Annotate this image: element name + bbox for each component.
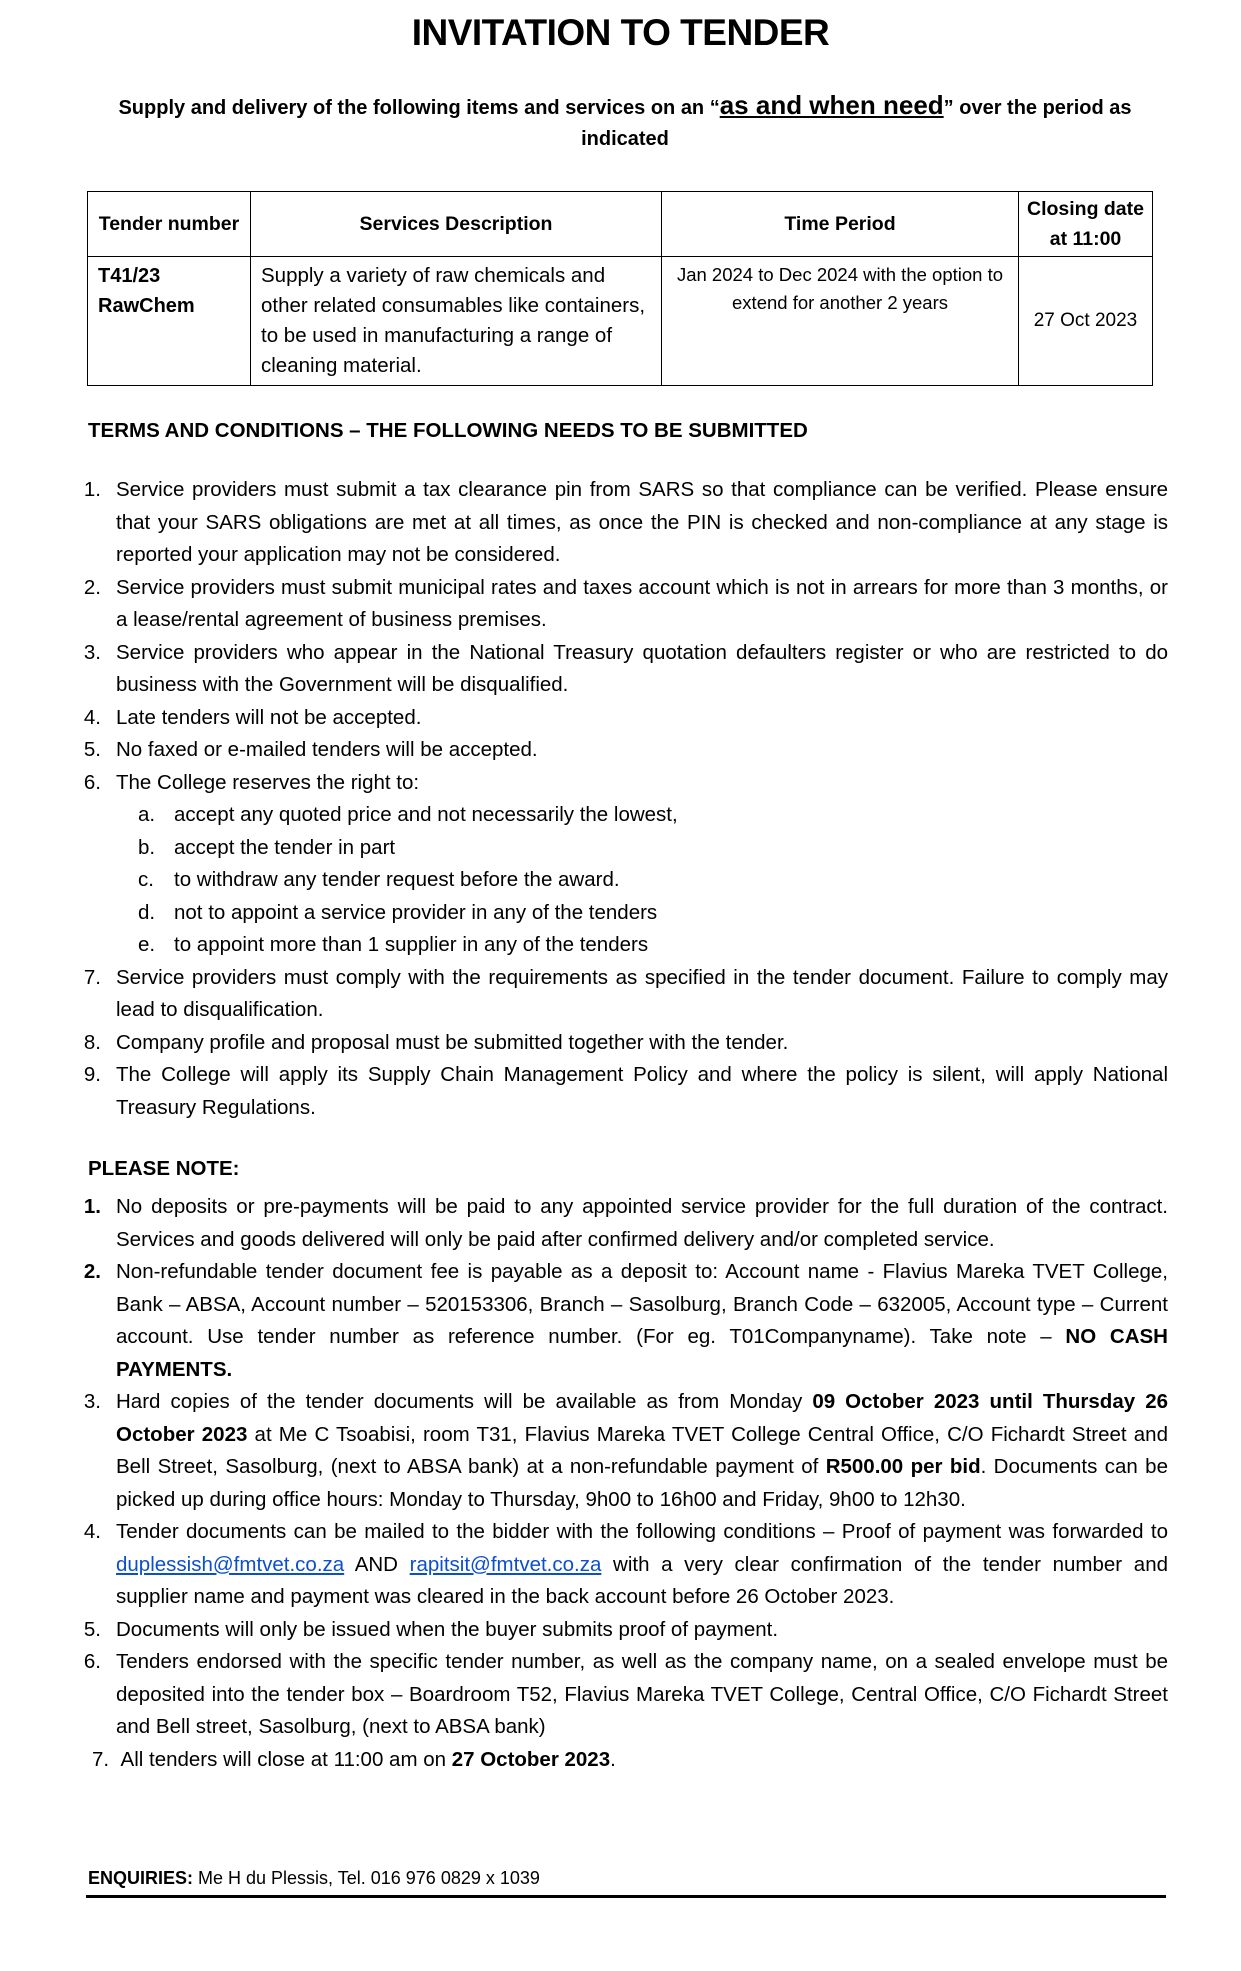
list-item: 3. Hard copies of the tender documents will be available as from Monday 09 October 2023 until Thursday 26 October 2023 at Me C Tsoabisi, room T31, Flavius Mareka TVET College Central Office, C/O Fichardt Street and Bell Street, Sasolburg, (next to ABSA bank) at a non-refundable payment of R500.00 per bid. Documents can be picked up during office hours: Monday to Thursday, 9h00 to 16h00 and Friday, 9h00 to 12h30. (83, 1390, 1168, 1511)
list-item: 2. Service providers must submit municipal rates and taxes account which is not in arrears for more than 3 months, or a lease/rental agreement of business premises. (83, 575, 1168, 631)
sub-list-item: e. to appoint more than 1 supplier in any of the tenders (138, 933, 649, 956)
sub-list-item: b. accept the tender in part (138, 835, 396, 859)
list-item: 6. Tenders endorsed with the specific tender number, as well as the company name, on a sealed envelope must be deposited into the tender box – Boardroom T52, Flavius Mareka TVET College, Central Office, C/O Fichardt Street and Bell street, Sasolburg, (next to ABSA bank) (83, 1650, 1168, 1738)
cell-tender-number: T41/23 RawChem (88, 257, 251, 386)
notes-heading: PLEASE NOTE: (88, 1157, 240, 1180)
list-item: 5. No faxed or e-mailed tenders will be accepted. (83, 738, 538, 761)
list-item: 8. Company profile and proposal must be submitted together with the tender. (83, 1030, 789, 1054)
list-item: 1. No deposits or pre-payments will be paid to any appointed service provider for the full duration of the contract. Services and goods delivered will only be paid after confirmed delivery and/or completed service. (83, 1195, 1168, 1251)
header-closing-date: Closing date at 11:00 (1019, 192, 1153, 257)
subtitle-part1: Supply and delivery of the following items and services on an “ (118, 97, 720, 119)
list-item: 5. Documents will only be issued when the buyer submits proof of payment. (83, 1617, 779, 1641)
email-link-rapitsit[interactable]: rapitsit@fmtvet.co.za (409, 1552, 602, 1576)
list-item: 1. Service providers must submit a tax clearance pin from SARS so that compliance can be verified. Please ensure that your SARS obligations are met at all times, as once the PIN is checked and non-compliance at any stage is reported your application may not be considered. (83, 478, 1168, 566)
cell-closing-date: 27 Oct 2023 (1019, 257, 1153, 386)
header-tender-number: Tender number (88, 192, 251, 257)
table-header-row (88, 192, 1153, 257)
header-services-description: Services Description (251, 192, 662, 257)
header-time-period: Time Period (662, 192, 1019, 257)
terms-list (76, 474, 1168, 1124)
cell-description: Supply a variety of raw chemicals and other related consumables like containers, to be used in manufacturing a range of cleaning material. (251, 257, 662, 386)
list-item: 7. Service providers must comply with the requirements as specified in the tender document. Failure to comply may lead to disqualification. (83, 965, 1168, 1021)
list-item: 4. Late tenders will not be accepted. (83, 705, 422, 729)
list-item: 6. The College reserves the right to: (83, 770, 420, 794)
list-item: 4. Tender documents can be mailed to the bidder with the following conditions – Proof of payment was forwarded to duplessish@fmtvet.co.za AND rapitsit@fmtvet.co.za with a very clear confirmation of the tender number and supplier name and payment was cleared in the back account before 26 October 2023. (83, 1520, 1168, 1608)
tender-table (87, 191, 1153, 386)
subtitle-emphasis: as and when need (719, 90, 944, 120)
sub-list-item: c. to withdraw any tender request before the award. (138, 868, 620, 891)
list-item: 9. The College will apply its Supply Chain Management Policy and where the policy is silent, will apply National Treasury Regulations. (83, 1063, 1168, 1119)
table-row (88, 257, 1153, 386)
cell-time-period: Jan 2024 to Dec 2024 with the option to extend for another 2 years (662, 257, 1019, 386)
subtitle (105, 90, 1145, 155)
list-item: 3. Service providers who appear in the National Treasury quotation defaulters register or who are restricted to do business with the Government will be disqualified. (83, 640, 1168, 696)
footer-divider (86, 1895, 1166, 1898)
enquiries-label: ENQUIRIES: (88, 1868, 194, 1888)
sub-list-item: d. not to appoint a service provider in any of the tenders (138, 900, 658, 924)
sub-list-item: a. accept any quoted price and not necessarily the lowest, (138, 803, 678, 826)
notes-list (76, 1191, 1168, 1776)
enquiries (88, 1868, 540, 1889)
list-item: 7. All tenders will close at 11:00 am on 27 October 2023. (92, 1747, 616, 1771)
terms-heading: TERMS AND CONDITIONS – THE FOLLOWING NEEDS TO BE SUBMITTED (88, 419, 808, 442)
list-item: 2. Non-refundable tender document fee is payable as a deposit to: Account name - Flavius Mareka TVET College, Bank – ABSA, Account number – 520153306, Branch – Sasolburg, Branch Code – 632005, Account type – Current account. Use tender number as reference number. (For eg. T01Companyname). Take note – NO CASH PAYMENTS. (83, 1260, 1168, 1381)
subtitle-part2: ” over the period as indicated (581, 97, 1132, 150)
enquiries-text: Me H du Plessis, Tel. 016 976 0829 x 1039 (193, 1868, 540, 1888)
email-link-duplessish[interactable]: duplessish@fmtvet.co.za (116, 1552, 345, 1576)
page-title: INVITATION TO TENDER (411, 12, 830, 53)
